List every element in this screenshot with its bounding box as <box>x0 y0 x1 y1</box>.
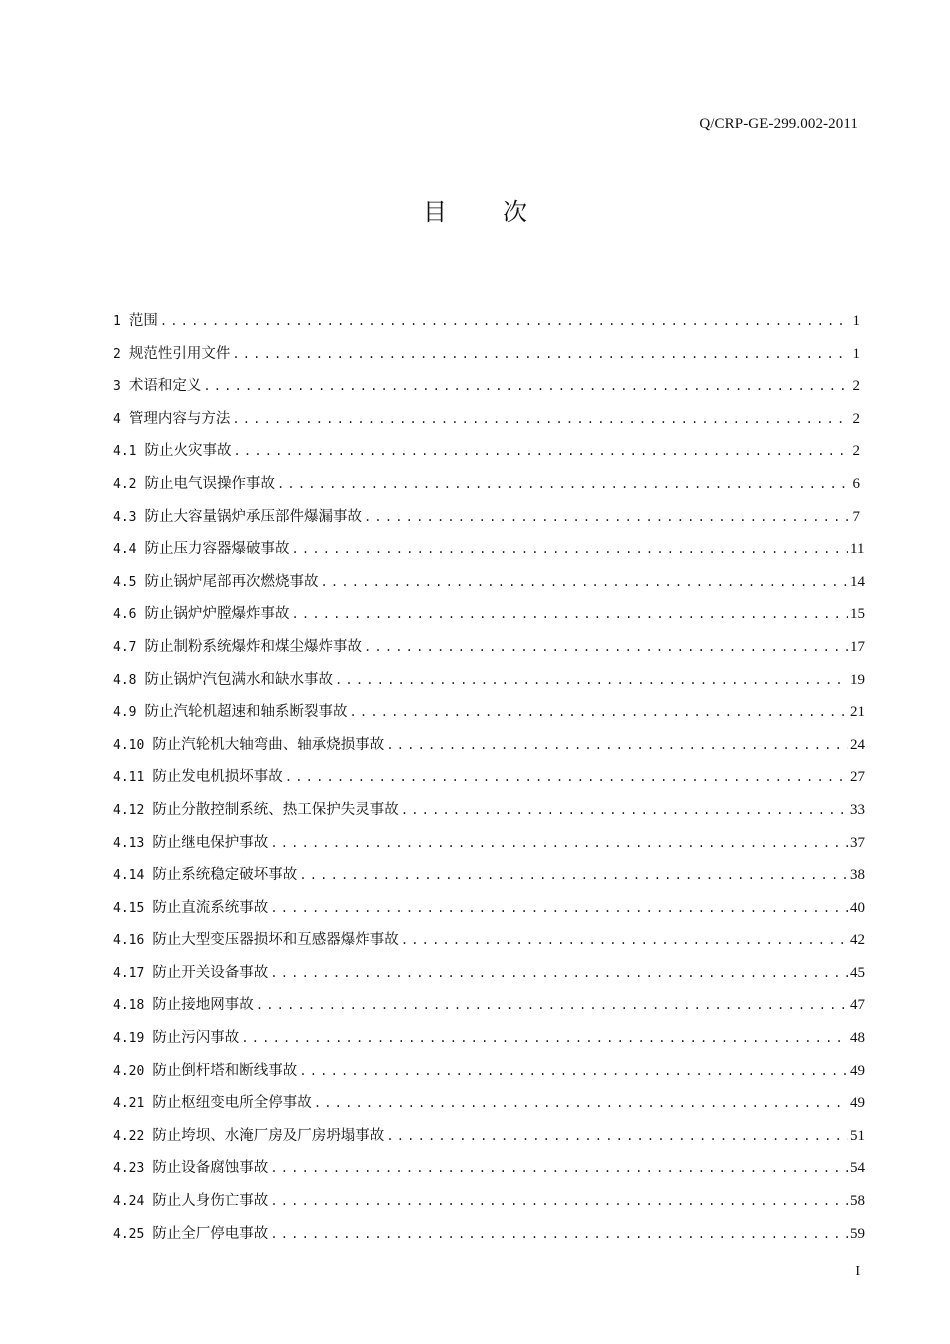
toc-leader-dots <box>270 966 848 980</box>
toc-leader-dots <box>270 1194 848 1208</box>
toc-entry-title: 防止开关设备事故 <box>152 964 269 981</box>
toc-entry-number: 4.16 <box>113 933 145 949</box>
toc-entry[interactable] <box>113 309 860 342</box>
toc-entry-page: 19 <box>850 671 865 688</box>
toc-entry[interactable] <box>113 700 865 733</box>
toc-entry[interactable] <box>113 1222 865 1255</box>
toc-entry-page: 2 <box>852 410 860 427</box>
toc-leader-dots <box>291 607 848 621</box>
toc-entry[interactable] <box>113 635 865 668</box>
toc-entry-title: 防止大型变压器损坏和互感器爆炸事故 <box>152 932 399 949</box>
toc-entry[interactable] <box>113 374 860 407</box>
toc-entry[interactable] <box>113 1026 865 1059</box>
toc-entry-title: 范围 <box>128 313 158 329</box>
toc-entry[interactable] <box>113 407 860 440</box>
toc-leader-dots <box>241 1031 848 1045</box>
toc-entry-title: 防止全厂停电事故 <box>152 1225 269 1242</box>
toc-entry-number: 4.20 <box>113 1063 145 1079</box>
toc-entry-page: 42 <box>850 932 865 949</box>
toc-entry-title: 防止锅炉炉膛爆炸事故 <box>144 606 290 623</box>
toc-leader-dots <box>401 803 848 817</box>
toc-leader-dots <box>256 998 848 1012</box>
toc-entry-title: 防止火灾事故 <box>144 443 232 460</box>
toc-entry-title: 防止大容量锅炉承压部件爆漏事故 <box>144 508 362 525</box>
toc-entry-page: 40 <box>850 899 865 916</box>
toc-entry-number: 4.1 <box>113 444 137 460</box>
toc-entry-title: 规范性引用文件 <box>128 345 231 362</box>
toc-entry[interactable] <box>113 602 865 635</box>
toc-leader-dots <box>386 738 848 752</box>
toc-entry-number: 4.14 <box>113 868 145 884</box>
toc-entry-number: 4.25 <box>113 1226 145 1242</box>
toc-entry-number: 4.18 <box>113 998 145 1014</box>
toc-entry[interactable] <box>113 537 865 570</box>
toc-entry-page: 51 <box>850 1127 865 1144</box>
toc-entry-title: 术语和定义 <box>128 378 202 395</box>
toc-entry-number: 4.8 <box>113 672 137 688</box>
toc-leader-dots <box>270 1161 848 1175</box>
toc-entry-number: 4.3 <box>113 509 137 525</box>
toc-entry-title: 防止锅炉汽包满水和缺水事故 <box>144 671 333 688</box>
toc-entry-page: 1 <box>852 345 860 362</box>
document-code: Q/CRP-GE-299.002-2011 <box>699 116 858 132</box>
toc-entry-number: 4.10 <box>113 737 145 753</box>
toc-leader-dots <box>349 705 848 719</box>
toc-entry-title: 防止直流系统事故 <box>152 899 269 916</box>
toc-entry-page: 33 <box>850 801 865 818</box>
toc-entry-number: 4.5 <box>113 574 137 590</box>
toc-entry-title: 防止制粉系统爆炸和煤尘爆炸事故 <box>144 638 362 655</box>
toc-leader-dots <box>233 444 848 458</box>
toc-entry-page: 17 <box>850 638 865 655</box>
toc-entry-title: 防止系统稳定破坏事故 <box>152 867 298 884</box>
toc-leader-dots <box>232 412 848 426</box>
toc-entry-page: 1 <box>852 313 860 329</box>
toc-entry-number: 2 <box>113 346 121 362</box>
toc-entry-title: 防止人身伤亡事故 <box>152 1193 269 1210</box>
toc-leader-dots <box>299 868 848 882</box>
toc-entry-page: 58 <box>850 1193 865 1210</box>
toc-leader-dots <box>299 1064 848 1078</box>
toc-entry-number: 4 <box>113 411 121 427</box>
toc-entry-title: 防止发电机损坏事故 <box>152 769 283 786</box>
toc-entry-page: 15 <box>850 606 865 623</box>
toc-entry-number: 4.17 <box>113 965 145 981</box>
toc-entry-page: 21 <box>850 704 865 721</box>
toc-entry-title: 防止汽轮机超速和轴系断裂事故 <box>144 704 348 721</box>
toc-leader-dots <box>203 379 848 393</box>
toc-entry-title: 防止枢纽变电所全停事故 <box>152 1095 312 1112</box>
toc-entry-number: 4.21 <box>113 1096 145 1112</box>
toc-entry[interactable] <box>113 896 865 929</box>
toc-entry-number: 4.19 <box>113 1031 145 1047</box>
toc-leader-dots <box>401 933 848 947</box>
toc-leader-dots <box>386 1129 848 1143</box>
toc-entry-page: 14 <box>850 573 865 590</box>
toc-entry-title: 管理内容与方法 <box>128 410 231 427</box>
toc-leader-dots <box>270 901 848 915</box>
toc-entry-number: 4.24 <box>113 1194 145 1210</box>
toc-entry[interactable] <box>113 765 865 798</box>
toc-entry-page: 7 <box>852 508 860 525</box>
toc-entry-page: 47 <box>850 997 865 1014</box>
toc-entry[interactable] <box>113 831 865 864</box>
toc-entry-number: 4.6 <box>113 607 137 623</box>
toc-leader-dots <box>291 542 848 556</box>
toc-leader-dots <box>364 640 848 654</box>
toc-entry-number: 4.12 <box>113 802 145 818</box>
toc-entry[interactable] <box>113 993 865 1026</box>
toc-entry-page: 54 <box>850 1160 865 1177</box>
toc-entry-number: 4.22 <box>113 1128 145 1144</box>
toc-entry-page: 37 <box>850 834 865 851</box>
toc-entry-page: 2 <box>852 443 860 460</box>
toc-entry-number: 4.23 <box>113 1161 145 1177</box>
toc-entry-title: 防止倒杆塔和断线事故 <box>152 1062 298 1079</box>
toc-entry-title: 防止锅炉尾部再次燃烧事故 <box>144 573 319 590</box>
toc-entry[interactable] <box>113 733 865 766</box>
toc-entry-page: 48 <box>850 1030 865 1047</box>
toc-leader-dots <box>232 347 848 361</box>
toc-leader-dots <box>277 477 848 491</box>
toc-leader-dots <box>314 1096 848 1110</box>
toc-entry-page: 38 <box>850 867 865 884</box>
toc-entry-page: 45 <box>850 964 865 981</box>
toc-entry-number: 4.15 <box>113 900 145 916</box>
toc-entry-number: 4.2 <box>113 476 137 492</box>
toc-entry[interactable] <box>113 1124 865 1157</box>
toc-leader-dots <box>364 510 848 524</box>
toc-entry-page: 59 <box>850 1225 865 1242</box>
toc-entry[interactable] <box>113 570 865 603</box>
toc-entry-title: 防止设备腐蚀事故 <box>152 1160 269 1177</box>
toc-entry[interactable] <box>113 472 860 505</box>
toc-entry[interactable] <box>113 342 860 375</box>
toc-entry-title: 防止汽轮机大轴弯曲、轴承烧损事故 <box>152 736 385 753</box>
toc-entry-number: 4.4 <box>113 542 137 558</box>
toc-entry-title: 防止继电保护事故 <box>152 834 269 851</box>
toc-entry-page: 49 <box>850 1095 865 1112</box>
toc-entry[interactable] <box>113 1156 865 1189</box>
toc-entry-number: 4.9 <box>113 705 137 721</box>
toc-entry-page: 49 <box>850 1062 865 1079</box>
toc-entry-title: 防止污闪事故 <box>152 1030 240 1047</box>
toc-leader-dots <box>270 1227 848 1241</box>
toc-entry-number: 4.11 <box>113 770 145 786</box>
toc-entry-number: 3 <box>113 379 121 395</box>
toc-entry-title: 防止电气误操作事故 <box>144 475 275 492</box>
toc-leader-dots <box>270 836 848 850</box>
toc-entry[interactable] <box>113 1091 865 1124</box>
toc-entry[interactable] <box>113 505 860 538</box>
toc-entry[interactable] <box>113 439 860 472</box>
toc-entry[interactable] <box>113 1059 865 1092</box>
toc-entry[interactable] <box>113 863 865 896</box>
toc-entry-page: 24 <box>850 736 865 753</box>
toc-entry[interactable] <box>113 961 865 994</box>
toc-entry-title: 防止分散控制系统、热工保护失灵事故 <box>152 801 399 818</box>
toc-entry[interactable] <box>113 798 865 831</box>
toc-entry-page: 11 <box>850 541 865 558</box>
toc-entry-number: 4.13 <box>113 835 145 851</box>
toc-entry[interactable] <box>113 668 865 701</box>
toc-entry-title: 防止垮坝、水淹厂房及厂房坍塌事故 <box>152 1127 385 1144</box>
toc-leader-dots <box>160 314 848 328</box>
toc-entry-title: 防止压力容器爆破事故 <box>144 541 290 558</box>
toc-entry-title: 防止接地网事故 <box>152 997 254 1014</box>
toc-title: 目次 <box>423 198 583 226</box>
table-of-contents <box>113 309 865 1254</box>
toc-entry-page: 27 <box>850 769 865 786</box>
toc-leader-dots <box>335 673 848 687</box>
toc-entry-number: 4.7 <box>113 639 137 655</box>
toc-leader-dots <box>320 575 848 589</box>
toc-entry-page: 2 <box>852 378 860 395</box>
page-number: I <box>855 1264 860 1279</box>
toc-entry[interactable] <box>113 928 865 961</box>
toc-entry-number: 1 <box>113 314 121 329</box>
toc-entry[interactable] <box>113 1189 865 1222</box>
toc-leader-dots <box>285 770 848 784</box>
toc-entry-page: 6 <box>852 475 860 492</box>
